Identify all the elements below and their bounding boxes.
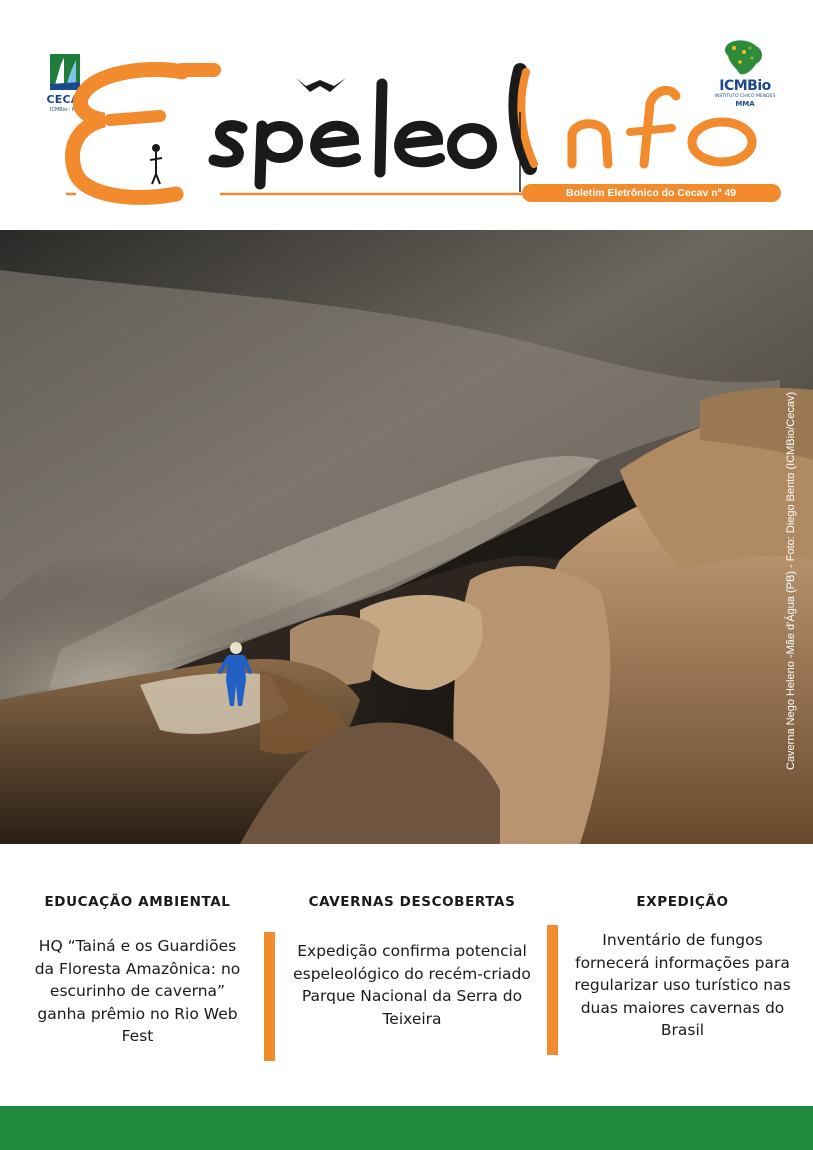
orange-divider <box>547 925 558 1055</box>
brazil-map-icon <box>720 38 766 78</box>
footer-bar <box>0 1106 813 1150</box>
photo-credit-text: Caverna Nego Heleno -Mãe d'Água (PB) - Foto: Diego Bento (ICMBio/Cecav) <box>785 391 797 770</box>
highlight-body: Expedição confirma potencial espeleológico do recém-criado Parque Nacional da Serra do Teixeira <box>293 942 531 1028</box>
icmbio-logo <box>712 38 778 110</box>
highlight-title: CAVERNAS DESCOBERTAS <box>308 894 516 910</box>
cecav-logo-subtitle: ICMBio · MMA <box>50 107 84 113</box>
cave-photo-illustration <box>0 230 813 844</box>
bulletin-label: Boletim Eletrônico do Cecav nº 49 <box>566 187 737 199</box>
cover-photo <box>0 230 813 844</box>
icmbio-logo-text: ICMBio <box>719 78 771 94</box>
orange-divider <box>264 932 275 1061</box>
highlight-body: Inventário de fungos fornecerá informações para regularizar uso turístico nas duas maiores cavernas do Brasil <box>574 931 791 1039</box>
cecav-logo-text: CECAV <box>46 93 88 106</box>
highlight-title: EDUCAÇÃO AMBIENTAL <box>44 894 231 910</box>
highlight-title: EXPEDIÇÃO <box>636 894 729 910</box>
header <box>0 0 813 230</box>
highlight-body: HQ “Tainá e os Guardiões da Floresta Amazônica: no escurinho de caverna” ganha prêmio no Rio Web Fest <box>34 937 241 1045</box>
icmbio-logo-subtitle: INSTITUTO CHICO MENDES <box>714 94 776 99</box>
icmbio-logo-ministry: MMA <box>735 100 755 108</box>
